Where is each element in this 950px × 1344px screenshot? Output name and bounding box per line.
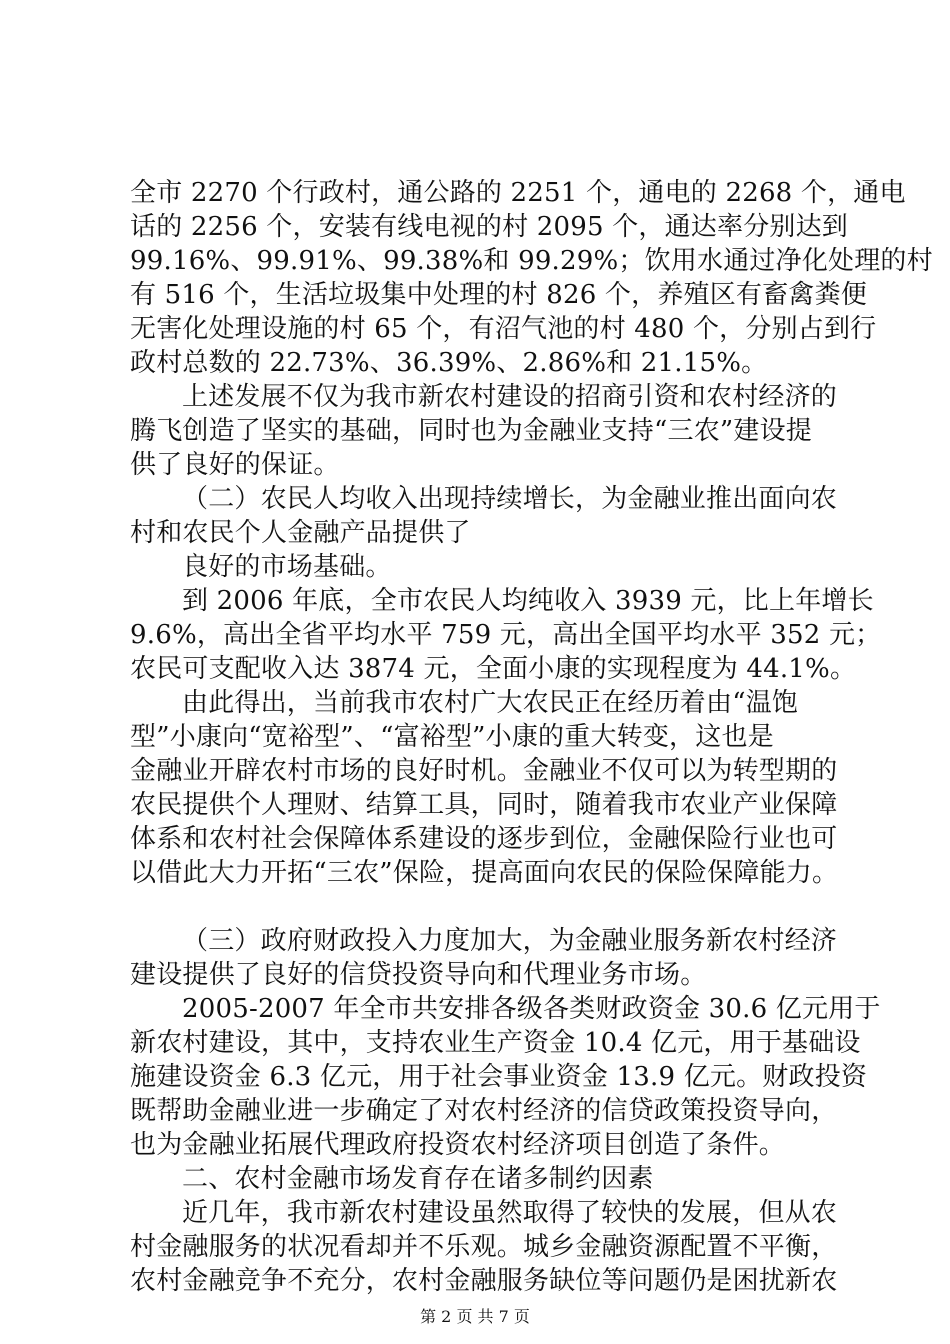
text-line: 无害化处理设施的村 65 个，有沼气池的村 480 个，分别占到行 [130,314,877,344]
text-line: 金融业开辟农村市场的良好时机。金融业不仅可以为转型期的 [130,756,838,786]
text-line: 腾飞创造了坚实的基础，同时也为金融业支持“三农”建设提 [130,416,812,446]
section-heading: 建设提供了良好的信贷投资导向和代理业务市场。 [130,960,707,990]
page-number-footer: 第 2 页 共 7 页 [420,1307,530,1326]
text-line: 2005-2007 年全市共安排各级各类财政资金 30.6 亿元用于 [182,994,881,1024]
text-line: 由此得出，当前我市农村广大农民正在经历着由“温饱 [182,688,799,718]
text-line: 型”小康向“宽裕型”、“富裕型”小康的重大转变，这也是 [130,722,774,752]
text-line: 农村金融竞争不充分，农村金融服务缺位等问题仍是困扰新农 [130,1266,838,1296]
text-line: 供了良好的保证。 [130,450,340,480]
text-line: 新农村建设，其中，支持农业生产资金 10.4 亿元，用于基础设 [130,1028,861,1058]
section-heading: （三）政府财政投入力度加大，为金融业服务新农村经济 [182,926,838,956]
text-line: 全市 2270 个行政村，通公路的 2251 个，通电的 2268 个，通电 [130,178,906,208]
text-line: 9.6%，高出全省平均水平 759 元，高出全国平均水平 352 元； [130,620,882,650]
text-line: 农民提供个人理财、结算工具，同时，随着我市农业产业保障 [130,790,838,820]
section-heading: （二）农民人均收入出现持续增长，为金融业推出面向农 [182,484,838,514]
text-line: 99.16%、99.91%、99.38%和 99.29%；饮用水通过净化处理的村 [130,246,933,276]
text-line: 施建设资金 6.3 亿元，用于社会事业资金 13.9 亿元。财政投资 [130,1062,868,1092]
text-line: 体系和农村社会保障体系建设的逐步到位，金融保险行业也可 [130,824,838,854]
section-heading: 良好的市场基础。 [182,552,392,582]
text-line: 政村总数的 22.73%、36.39%、2.86%和 21.15%。 [130,348,768,378]
text-line: 话的 2256 个，安装有线电视的村 2095 个，通达率分别达到 [130,212,848,242]
text-line: 以借此大力开拓“三农”保险，提高面向农民的保险保障能力。 [130,858,839,888]
text-line: 近几年，我市新农村建设虽然取得了较快的发展，但从农 [182,1198,838,1228]
text-line: 村金融服务的状况看却并不乐观。城乡金融资源配置不平衡， [130,1232,838,1262]
text-line: 上述发展不仅为我市新农村建设的招商引资和农村经济的 [182,382,838,412]
text-line: 到 2006 年底，全市农民人均纯收入 3939 元，比上年增长 [182,586,874,616]
text-line: 既帮助金融业进一步确定了对农村经济的信贷政策投资导向， [130,1096,838,1126]
text-line: 有 516 个，生活垃圾集中处理的村 826 个，养殖区有畜禽粪便 [130,280,867,310]
text-line: 农民可支配收入达 3874 元，全面小康的实现程度为 44.1%。 [130,654,857,684]
section-heading: 村和农民个人金融产品提供了 [130,518,471,548]
text-line: 也为金融业拓展代理政府投资农村经济项目创造了条件。 [130,1130,786,1160]
section-heading: 二、农村金融市场发育存在诸多制约因素 [182,1164,654,1194]
